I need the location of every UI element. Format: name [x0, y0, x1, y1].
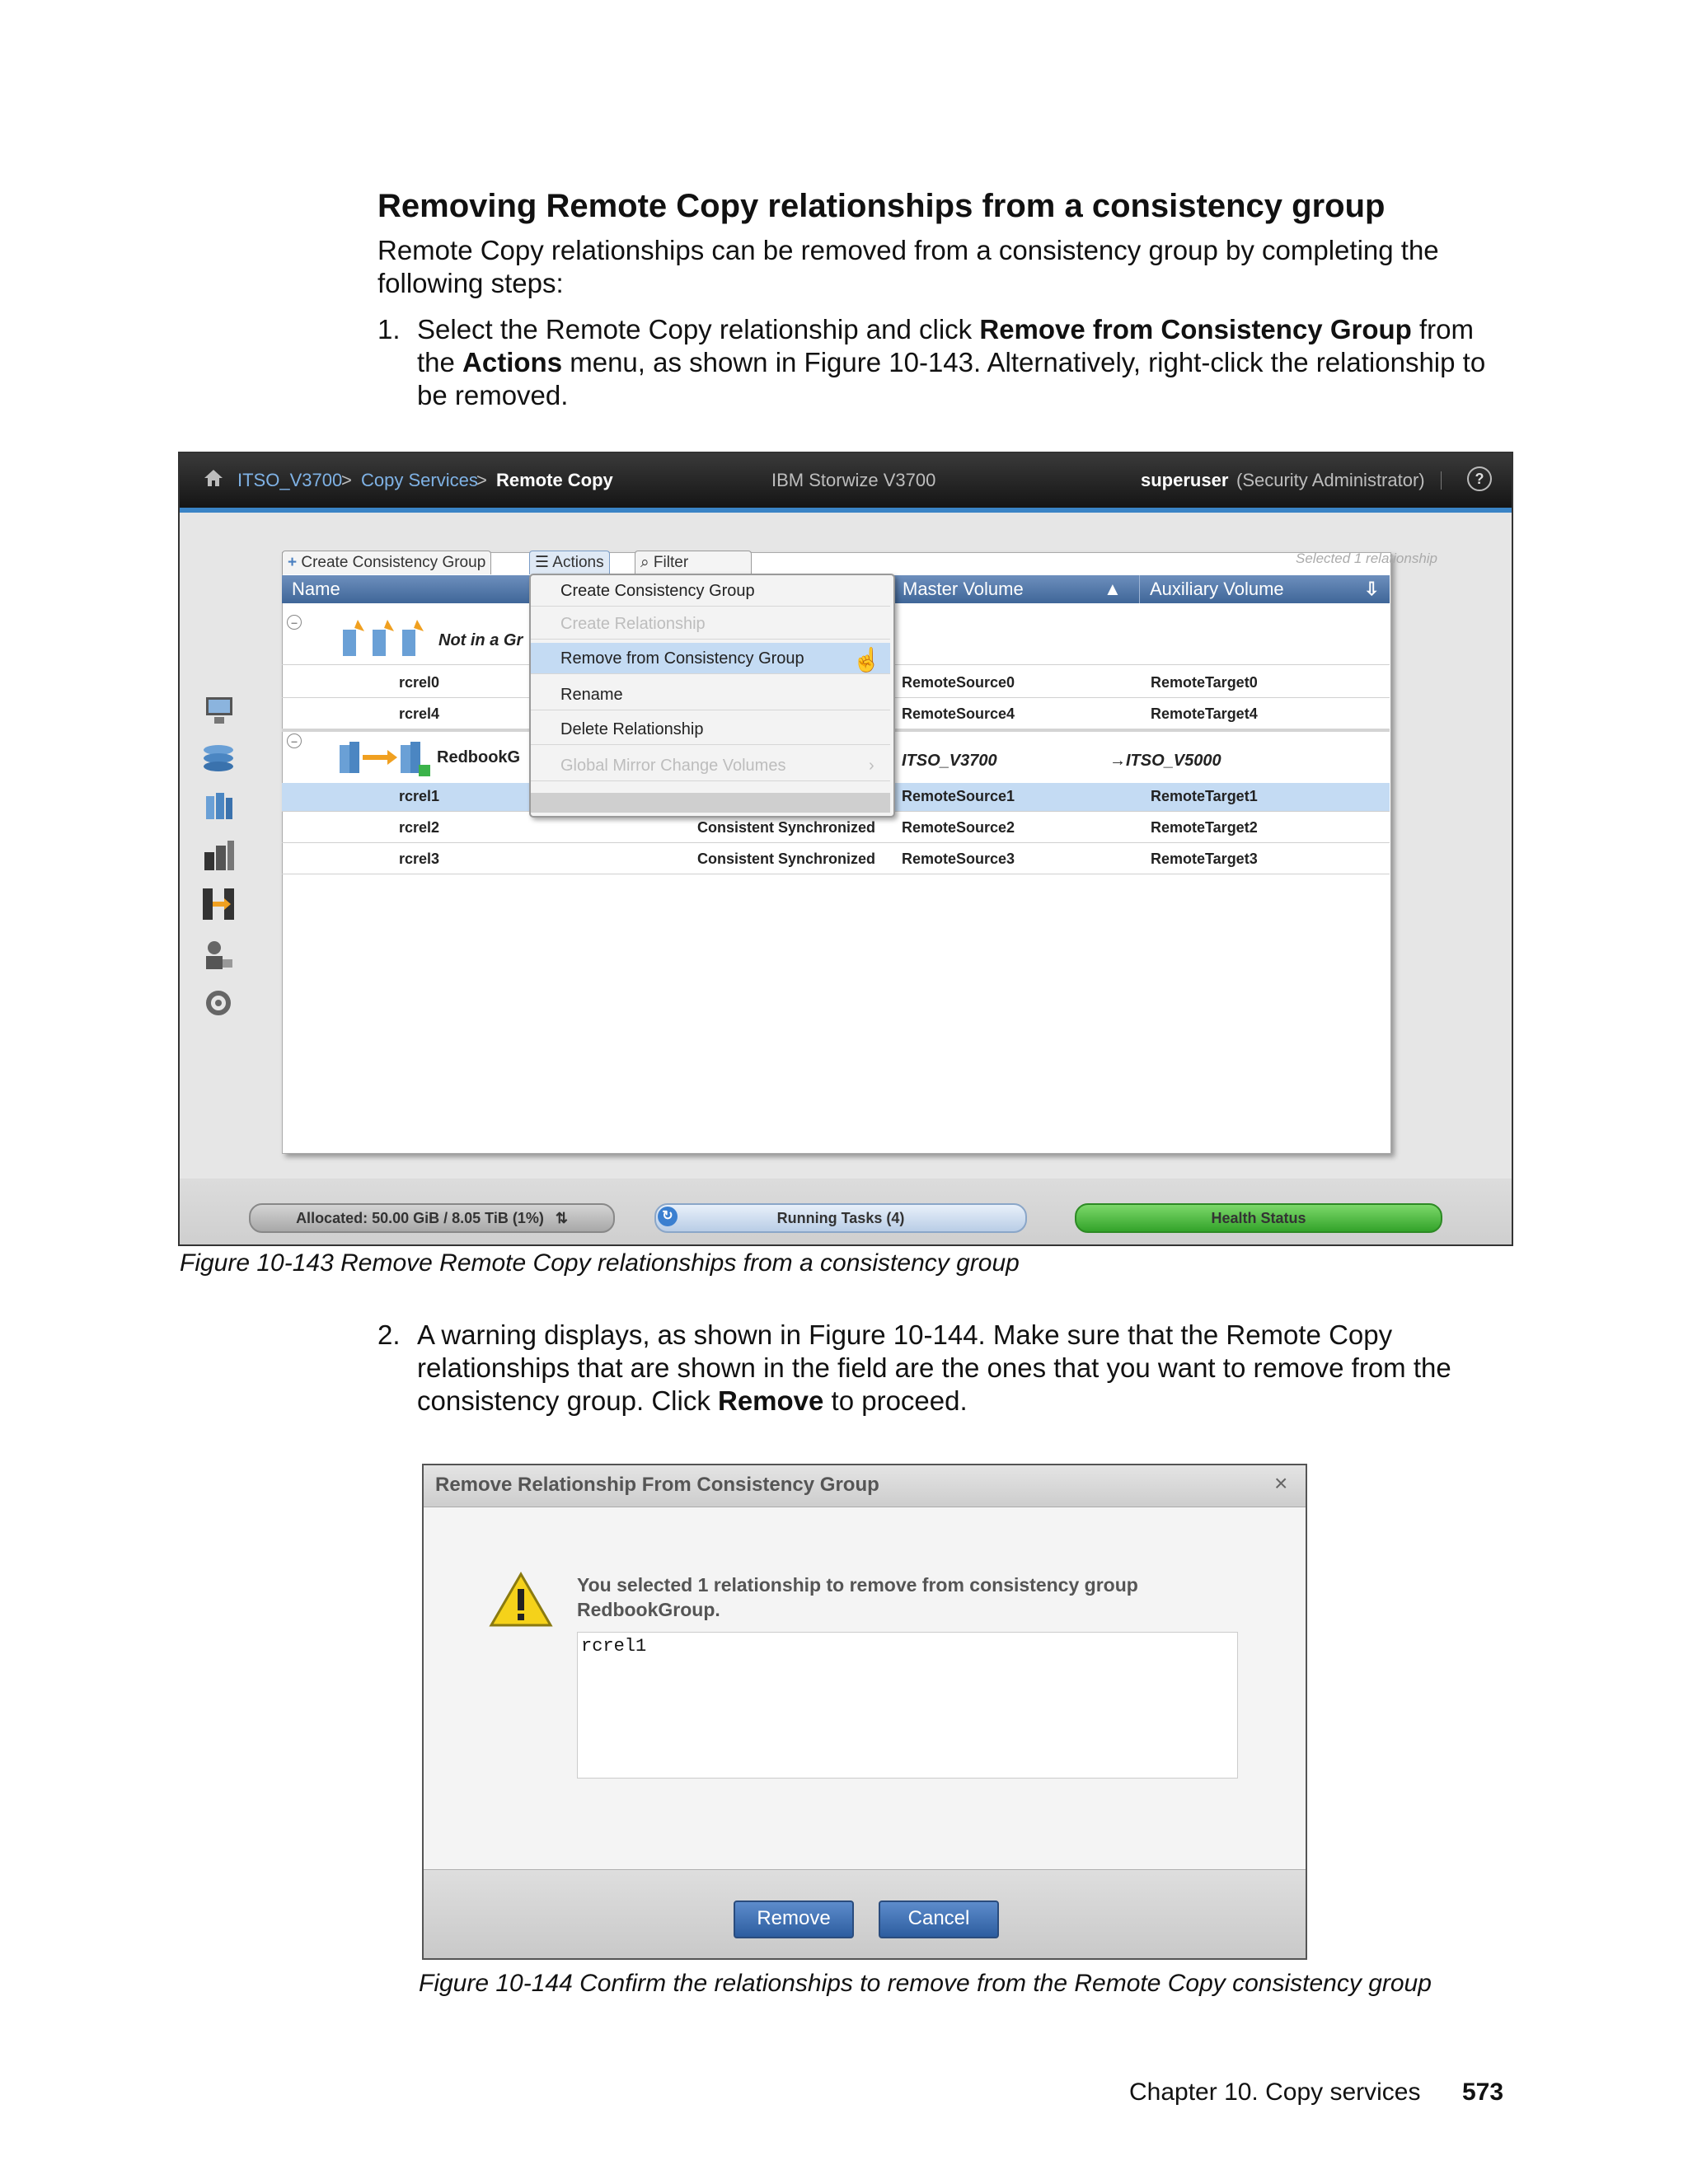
- step-line: the Actions menu, as shown in Figure 10-143. Alternatively, right-click the relationship to: [417, 347, 1486, 377]
- section-heading: Removing Remote Copy relationships from a consistency group: [377, 188, 1386, 224]
- user-role: (Security Administrator): [1236, 470, 1425, 490]
- step-number: 2.: [377, 1319, 401, 1350]
- relationship-list-value: rcrel1: [581, 1636, 647, 1657]
- collapse-icon[interactable]: –: [287, 615, 302, 630]
- remote-copy-screenshot: [178, 452, 1513, 1246]
- home-icon[interactable]: [203, 468, 224, 488]
- menu-item-create-relationship: Create Relationship: [531, 608, 890, 640]
- copy-services-icon[interactable]: [199, 885, 237, 923]
- relationship-state: Consistent Synchronized: [697, 819, 876, 836]
- breadcrumb-separator: >: [341, 470, 352, 490]
- cancel-button[interactable]: Cancel: [879, 1900, 999, 1938]
- filter-button[interactable]: ⌕ Filter: [635, 551, 752, 574]
- menu-item-create-consistency-group[interactable]: Create Consistency Group: [531, 575, 890, 607]
- row-divider: [282, 842, 1390, 843]
- menu-item-global-mirror-change-volumes: Global Mirror Change Volumes ›: [531, 750, 890, 781]
- dialog-footer: [424, 1869, 1306, 1959]
- master-volume: RemoteSource3: [902, 851, 1015, 867]
- step-line: A warning displays, as shown in Figure 10-144. Make sure that the Remote Copy: [417, 1319, 1393, 1350]
- auxiliary-volume: RemoteTarget4: [1151, 705, 1258, 722]
- allocated-capacity-indicator[interactable]: Allocated: 50.00 GiB / 8.05 TiB (1%) ⇅: [249, 1203, 615, 1233]
- plus-icon: +: [288, 554, 302, 571]
- remove-relationship-dialog: [422, 1464, 1307, 1960]
- auxiliary-volume: RemoteTarget2: [1151, 819, 1258, 836]
- toggle-arrows-icon: ⇅: [555, 1210, 568, 1226]
- running-tasks-indicator[interactable]: ↻ Running Tasks (4): [654, 1203, 1027, 1233]
- collapse-icon[interactable]: –: [287, 733, 302, 748]
- auxiliary-volume: RemoteTarget0: [1151, 674, 1258, 691]
- figure-caption: Figure 10-143 Remove Remote Copy relationships from a consistency group: [180, 1249, 1020, 1277]
- refresh-icon: ↻: [658, 1207, 678, 1226]
- relationship-name: rcrel3: [399, 851, 440, 867]
- health-status-indicator[interactable]: Health Status: [1075, 1203, 1442, 1233]
- monitoring-icon[interactable]: [199, 692, 237, 730]
- product-name: IBM Storwize V3700: [771, 470, 936, 490]
- search-icon: ⌕: [640, 554, 654, 571]
- column-header-master-volume[interactable]: Master Volume ▲: [892, 575, 1139, 603]
- step-line: Select the Remote Copy relationship and click Remove from Consistency Group from: [417, 314, 1474, 344]
- step-line: be removed.: [417, 380, 569, 410]
- actions-button[interactable]: ☰ Actions: [529, 551, 610, 574]
- warning-icon: [488, 1571, 554, 1629]
- intro-paragraph: [377, 234, 1515, 300]
- close-icon[interactable]: ×: [1274, 1470, 1288, 1496]
- breadcrumb-current: Remote Copy: [496, 470, 613, 490]
- group-name: Not in a Gr: [438, 631, 523, 649]
- master-volume: RemoteSource1: [902, 788, 1015, 804]
- create-consistency-group-button[interactable]: + Create Consistency Group: [282, 551, 491, 574]
- auxiliary-volume: RemoteTarget3: [1151, 851, 1258, 867]
- step-1: [377, 313, 1523, 412]
- column-header-auxiliary-volume[interactable]: Auxiliary Volume ⇩: [1139, 575, 1390, 603]
- auxiliary-system: →ITSO_V5000: [1109, 752, 1221, 770]
- volumes-icon[interactable]: [199, 788, 237, 826]
- list-icon: ☰: [535, 554, 553, 571]
- relationship-state: Consistent Synchronized: [697, 851, 876, 867]
- hosts-icon[interactable]: [199, 837, 237, 875]
- step-line: relationships that are shown in the field are the ones that you want to remove from the: [417, 1352, 1451, 1383]
- master-volume: RemoteSource2: [902, 819, 1015, 836]
- consistency-group-icon: [338, 737, 434, 778]
- table-row[interactable]: [282, 846, 1390, 874]
- column-config-icon[interactable]: ⇩: [1364, 579, 1380, 599]
- master-system: ITSO_V3700: [902, 752, 997, 770]
- menu-item-remove-from-consistency-group[interactable]: Remove from Consistency Group ☝: [531, 643, 890, 674]
- menu-item-delete-relationship[interactable]: Delete Relationship: [531, 714, 890, 745]
- message-line: You selected 1 relationship to remove from consistency group: [577, 1574, 1138, 1596]
- actions-menu: [529, 574, 895, 818]
- intro-line: following steps:: [377, 268, 564, 298]
- submenu-arrow-icon: ›: [869, 757, 874, 775]
- relationship-name: rcrel1: [399, 788, 440, 804]
- divider: [1441, 471, 1442, 490]
- master-volume: RemoteSource4: [902, 705, 1015, 722]
- figure-caption: Figure 10-144 Confirm the relationships to remove from the Remote Copy consistency group: [419, 1970, 1432, 1997]
- chapter-footer: Chapter 10. Copy services: [1129, 2079, 1421, 2106]
- menu-footer: [531, 793, 890, 813]
- column-header-name[interactable]: Name: [282, 575, 892, 603]
- breadcrumb-root[interactable]: ITSO_V3700: [237, 470, 343, 490]
- relationship-name: rcrel4: [399, 705, 440, 722]
- dialog-title: Remove Relationship From Consistency Group: [435, 1474, 879, 1496]
- master-volume: RemoteSource0: [902, 674, 1015, 691]
- page-number: 573: [1462, 2079, 1504, 2106]
- remove-button[interactable]: Remove: [734, 1900, 854, 1938]
- message-line: RedbookGroup.: [577, 1599, 720, 1620]
- selection-count: Selected 1 relationship: [1296, 551, 1438, 566]
- menu-item-rename[interactable]: Rename: [531, 679, 890, 710]
- relationship-name: rcrel0: [399, 674, 440, 691]
- group-name: RedbookG: [437, 748, 521, 766]
- intro-line: Remote Copy relationships can be removed from a consistency group by completing the: [377, 235, 1439, 265]
- auxiliary-volume: RemoteTarget1: [1151, 788, 1258, 804]
- access-icon[interactable]: [199, 936, 237, 974]
- table-row[interactable]: [282, 814, 1390, 842]
- breadcrumb-separator: >: [476, 470, 487, 490]
- step-number: 1.: [377, 314, 401, 344]
- sort-ascending-icon: ▲: [1104, 579, 1122, 599]
- user-name[interactable]: superuser: [1141, 470, 1229, 490]
- breadcrumb-copy-services[interactable]: Copy Services: [361, 470, 478, 490]
- step-line: consistency group. Click Remove to proceed.: [417, 1385, 968, 1416]
- help-icon[interactable]: ?: [1467, 466, 1492, 491]
- step-2: [377, 1319, 1523, 1418]
- hand-cursor-icon: ☝: [852, 647, 881, 673]
- dialog-message: [577, 1572, 1203, 1622]
- settings-icon[interactable]: [199, 984, 237, 1022]
- pools-icon[interactable]: [199, 738, 237, 776]
- relationship-name: rcrel2: [399, 819, 440, 836]
- not-in-group-icon: [340, 616, 430, 659]
- top-navigation-bar: [180, 453, 1512, 513]
- relationship-list-field[interactable]: [577, 1632, 1238, 1779]
- dialog-title-bar: [424, 1465, 1306, 1507]
